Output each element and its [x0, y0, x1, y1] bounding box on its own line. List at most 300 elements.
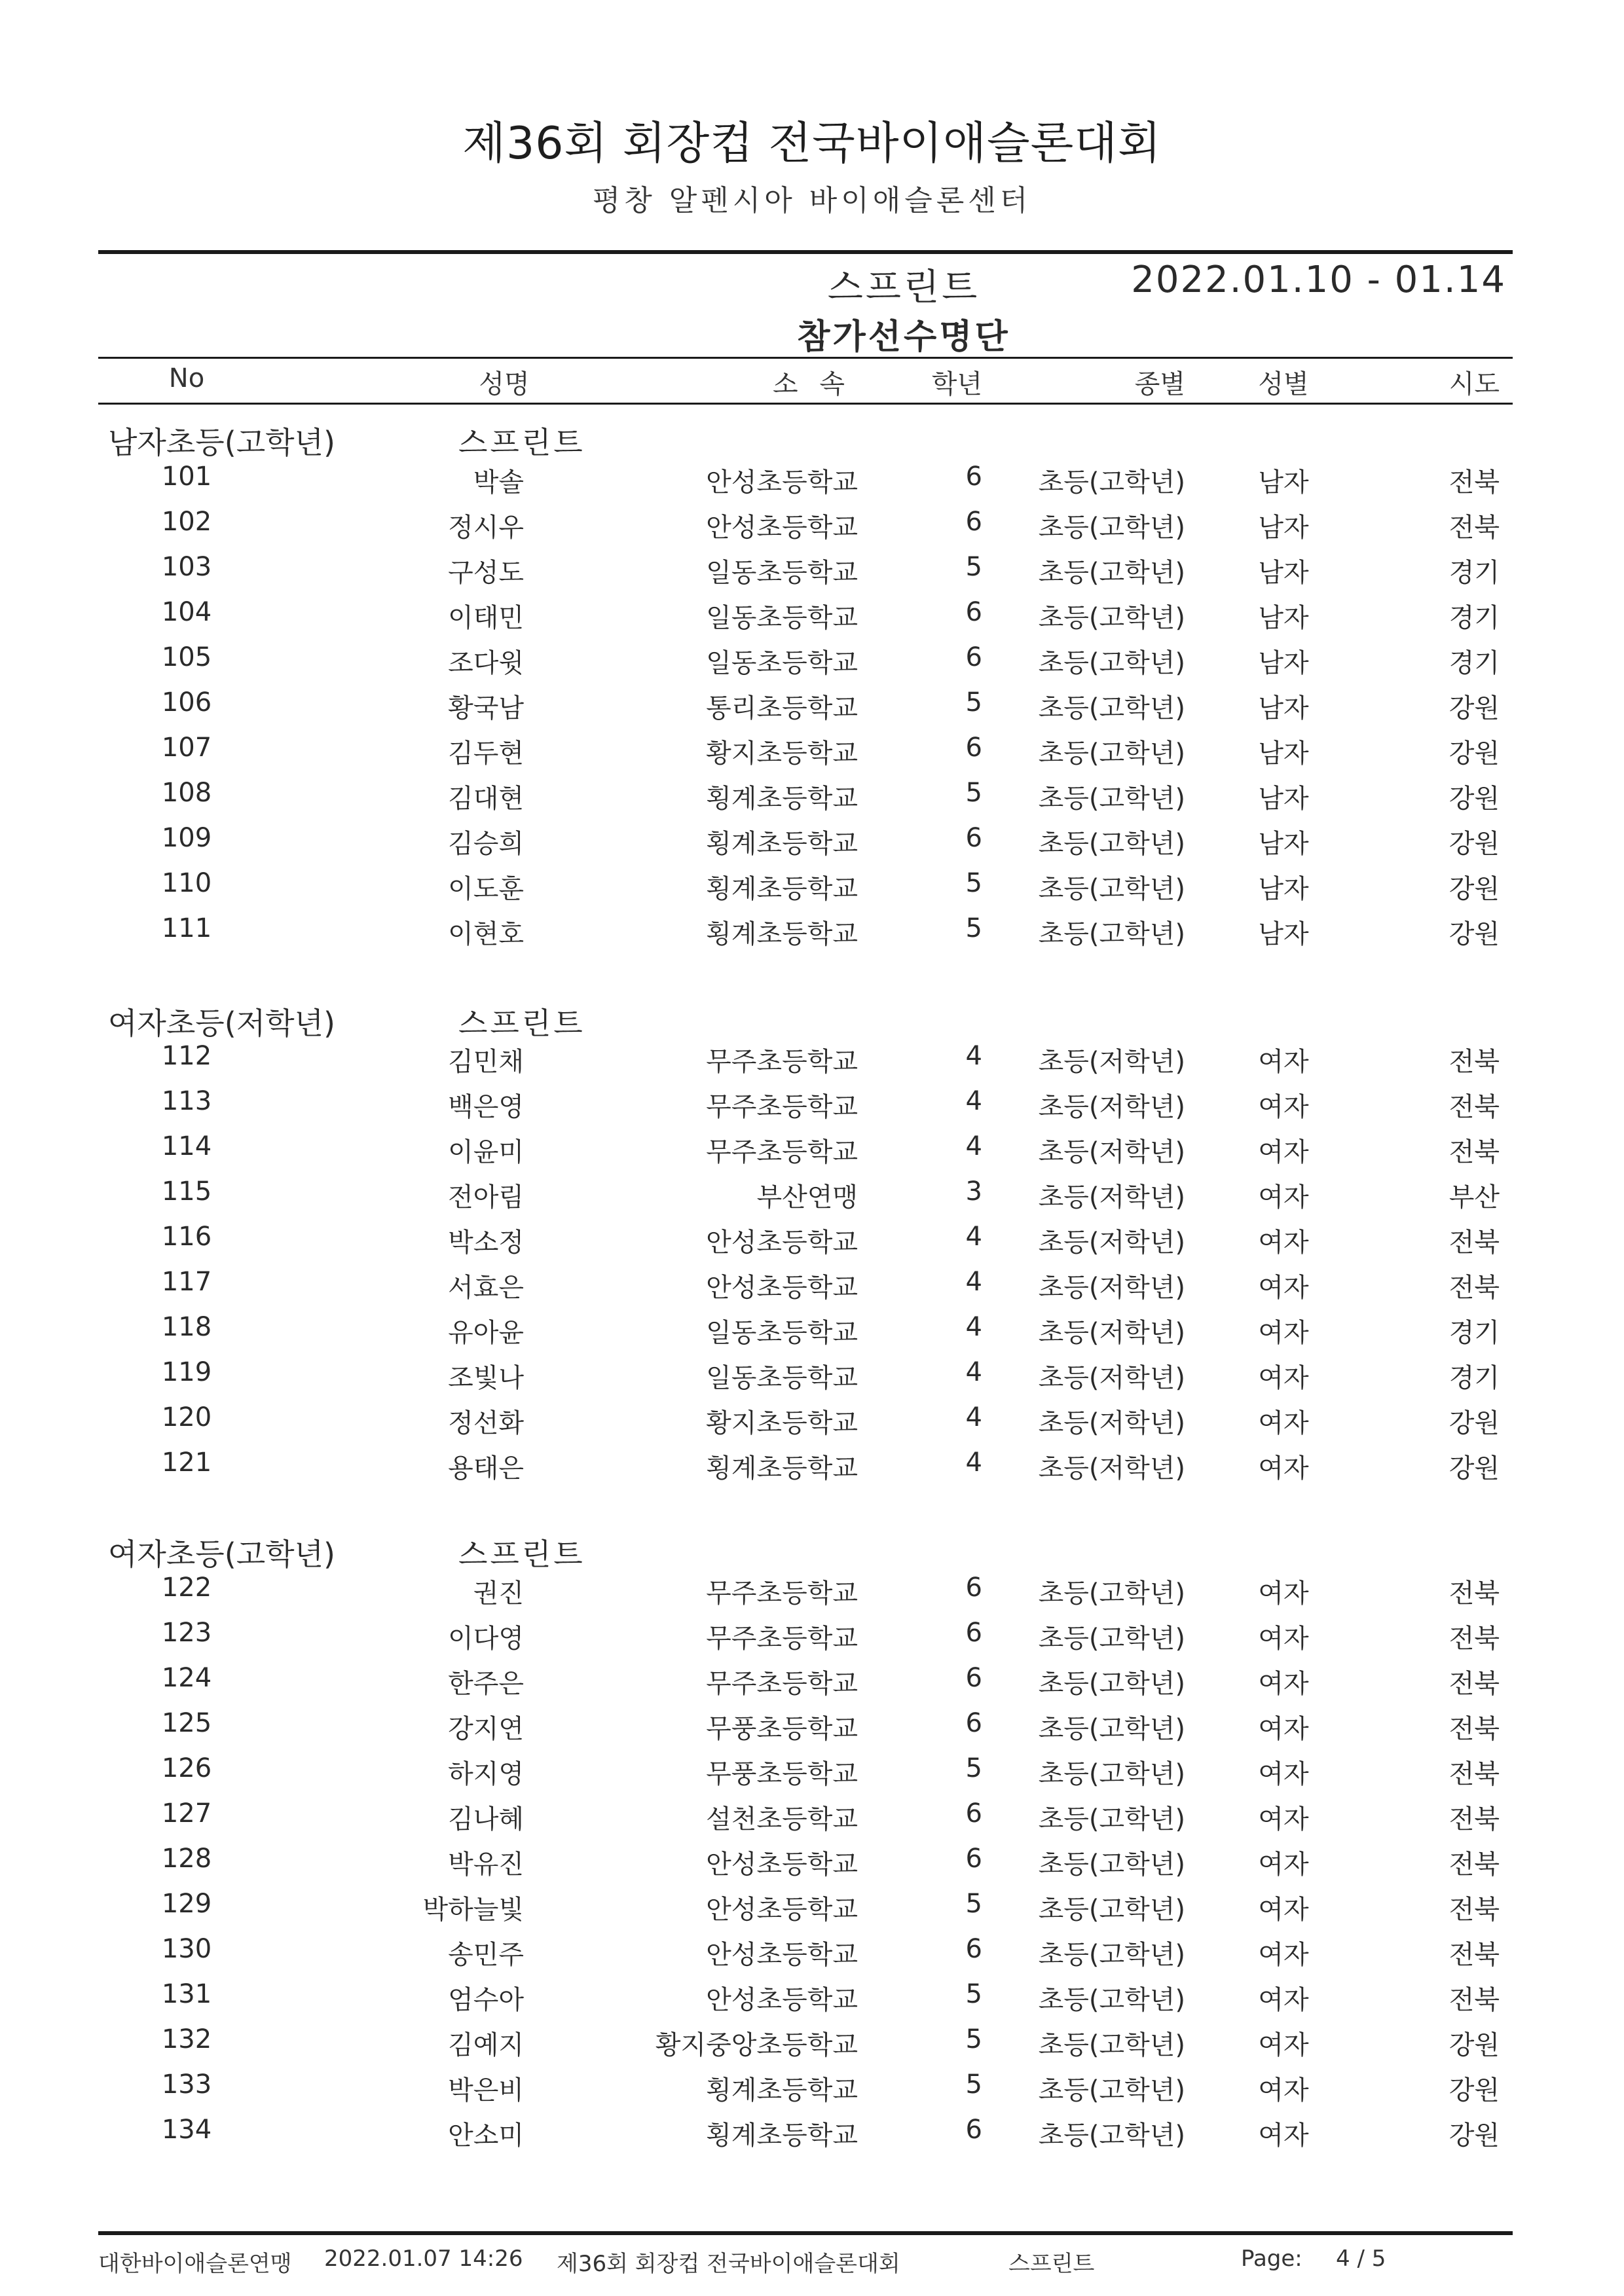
- athlete-region: 전북: [1449, 1759, 1500, 1789]
- athlete-affiliation: 무주초등학교: [706, 1092, 858, 1122]
- athlete-region: 강원: [1449, 2030, 1500, 2060]
- athlete-affiliation: 안성초등학교: [706, 1940, 858, 1970]
- table-row: [0, 507, 1624, 546]
- row-number: 123: [161, 1618, 212, 1648]
- row-number: 116: [161, 1222, 212, 1252]
- athlete-category: 초등(저학년): [1038, 1137, 1185, 1167]
- athlete-category: 초등(고학년): [1038, 829, 1185, 859]
- athlete-gender: 여자: [1258, 1408, 1309, 1438]
- athlete-category: 초등(고학년): [1038, 738, 1185, 769]
- athlete-category: 초등(고학년): [1038, 1624, 1185, 1654]
- athlete-affiliation: 안성초등학교: [706, 1273, 858, 1303]
- athlete-name: 강지연: [448, 1714, 524, 1744]
- group-category-label: 여자초등(고학년): [108, 1537, 335, 1572]
- table-row: [0, 1979, 1624, 2018]
- athlete-grade: 6: [965, 1844, 982, 1874]
- athlete-category: 초등(고학년): [1038, 467, 1185, 498]
- athlete-region: 전북: [1449, 1669, 1500, 1699]
- athlete-grade: 4: [965, 1357, 982, 1387]
- athlete-name: 이태민: [448, 603, 524, 633]
- athlete-affiliation: 안성초등학교: [706, 1985, 858, 2015]
- athlete-grade: 5: [965, 1889, 982, 1919]
- athlete-affiliation: 황지중앙초등학교: [655, 2030, 858, 2060]
- athlete-gender: 여자: [1258, 1804, 1309, 1834]
- row-number: 129: [161, 1889, 212, 1919]
- athlete-category: 초등(고학년): [1038, 513, 1185, 543]
- athlete-gender: 여자: [1258, 1850, 1309, 1880]
- athlete-gender: 남자: [1258, 467, 1309, 498]
- group-category-label: 여자초등(저학년): [108, 1006, 335, 1041]
- row-number: 114: [161, 1131, 212, 1161]
- athlete-grade: 5: [965, 1979, 982, 2009]
- athlete-name: 송민주: [448, 1940, 524, 1970]
- athlete-affiliation: 횡계초등학교: [706, 1453, 858, 1484]
- athlete-region: 경기: [1449, 603, 1500, 633]
- athlete-gender: 여자: [1258, 1092, 1309, 1122]
- row-number: 118: [161, 1312, 212, 1342]
- row-number: 128: [161, 1844, 212, 1874]
- athlete-name: 김대현: [448, 784, 524, 814]
- athlete-name: 조빛나: [448, 1363, 524, 1393]
- athlete-region: 경기: [1449, 648, 1500, 678]
- table-row: [0, 1041, 1624, 1080]
- row-number: 107: [161, 733, 212, 763]
- athlete-affiliation: 무풍초등학교: [706, 1759, 858, 1789]
- athlete-grade: 6: [965, 507, 982, 537]
- athlete-region: 전북: [1449, 513, 1500, 543]
- athlete-grade: 6: [965, 823, 982, 853]
- athlete-grade: 4: [965, 1312, 982, 1342]
- athlete-grade: 4: [965, 1222, 982, 1252]
- athlete-affiliation: 통리초등학교: [706, 693, 858, 723]
- athlete-name: 엄수아: [448, 1985, 524, 2015]
- athlete-name: 김예지: [448, 2030, 524, 2060]
- row-number: 132: [161, 2024, 212, 2054]
- athlete-affiliation: 일동초등학교: [706, 648, 858, 678]
- athlete-category: 초등(고학년): [1038, 2121, 1185, 2151]
- group-event-label: 스프린트: [458, 1537, 585, 1572]
- footer-event: 스프린트: [1008, 2251, 1095, 2277]
- row-number: 131: [161, 1979, 212, 2009]
- athlete-gender: 여자: [1258, 1985, 1309, 2015]
- athlete-name: 권진: [473, 1578, 524, 1609]
- athlete-gender: 남자: [1258, 603, 1309, 633]
- athlete-category: 초등(고학년): [1038, 874, 1185, 904]
- row-number: 106: [161, 687, 212, 718]
- athlete-category: 초등(저학년): [1038, 1273, 1185, 1303]
- athlete-gender: 여자: [1258, 1669, 1309, 1699]
- athlete-region: 강원: [1449, 784, 1500, 814]
- table-row: [0, 913, 1624, 953]
- athlete-category: 초등(저학년): [1038, 1453, 1185, 1484]
- athlete-name: 박소정: [448, 1228, 524, 1258]
- athlete-name: 이현호: [448, 919, 524, 949]
- document-title: 제36회 회장컵 전국바이애슬론대회: [462, 118, 1162, 170]
- athlete-region: 전북: [1449, 467, 1500, 498]
- athlete-affiliation: 안성초등학교: [706, 1228, 858, 1258]
- athlete-category: 초등(고학년): [1038, 1578, 1185, 1609]
- athlete-name: 김민채: [448, 1047, 524, 1077]
- table-row: [0, 597, 1624, 636]
- athlete-grade: 5: [965, 778, 982, 808]
- athlete-region: 경기: [1449, 558, 1500, 588]
- athlete-gender: 여자: [1258, 1759, 1309, 1789]
- athlete-affiliation: 횡계초등학교: [706, 2121, 858, 2151]
- table-row: [0, 1573, 1624, 1612]
- group-category-label: 남자초등(고학년): [108, 425, 335, 460]
- athlete-grade: 6: [965, 1663, 982, 1693]
- athlete-affiliation: 일동초등학교: [706, 558, 858, 588]
- row-number: 105: [161, 642, 212, 672]
- athlete-affiliation: 설천초등학교: [706, 1804, 858, 1834]
- athlete-region: 전북: [1449, 1804, 1500, 1834]
- table-row: [0, 687, 1624, 727]
- athlete-region: 전북: [1449, 1985, 1500, 2015]
- athlete-gender: 남자: [1258, 919, 1309, 949]
- athlete-affiliation: 안성초등학교: [706, 467, 858, 498]
- row-number: 101: [161, 462, 212, 492]
- athlete-category: 초등(고학년): [1038, 2030, 1185, 2060]
- athlete-gender: 여자: [1258, 1182, 1309, 1212]
- athlete-region: 전북: [1449, 1228, 1500, 1258]
- athlete-category: 초등(저학년): [1038, 1092, 1185, 1122]
- footer-page-label: Page:: [1241, 2246, 1302, 2272]
- athlete-region: 강원: [1449, 1408, 1500, 1438]
- athlete-category: 초등(고학년): [1038, 693, 1185, 723]
- athlete-name: 박솔: [473, 467, 524, 498]
- row-number: 108: [161, 778, 212, 808]
- table-row: [0, 552, 1624, 591]
- athlete-grade: 4: [965, 1131, 982, 1161]
- athlete-gender: 여자: [1258, 1047, 1309, 1077]
- athlete-name: 이윤미: [448, 1137, 524, 1167]
- athlete-name: 이다영: [448, 1624, 524, 1654]
- athlete-gender: 남자: [1258, 874, 1309, 904]
- row-number: 113: [161, 1086, 212, 1116]
- column-header-name: 성명: [479, 369, 530, 399]
- athlete-affiliation: 일동초등학교: [706, 1363, 858, 1393]
- athlete-region: 전북: [1449, 1940, 1500, 1970]
- footer-competition: 제36회 회장컵 전국바이애슬론대회: [557, 2251, 900, 2277]
- athlete-category: 초등(고학년): [1038, 784, 1185, 814]
- athlete-gender: 여자: [1258, 1318, 1309, 1348]
- table-row: [0, 733, 1624, 772]
- athlete-category: 초등(고학년): [1038, 603, 1185, 633]
- athlete-name: 구성도: [448, 558, 524, 588]
- row-number: 133: [161, 2069, 212, 2100]
- athlete-name: 서효은: [448, 1273, 524, 1303]
- athlete-affiliation: 황지초등학교: [706, 738, 858, 769]
- footer-org: 대한바이애슬론연맹: [98, 2251, 292, 2277]
- athlete-gender: 여자: [1258, 1624, 1309, 1654]
- athlete-grade: 6: [965, 642, 982, 672]
- row-number: 102: [161, 507, 212, 537]
- athlete-gender: 여자: [1258, 2030, 1309, 2060]
- athlete-grade: 5: [965, 2069, 982, 2100]
- athlete-gender: 남자: [1258, 738, 1309, 769]
- athlete-name: 유아윤: [448, 1318, 524, 1348]
- athlete-region: 전북: [1449, 1273, 1500, 1303]
- athlete-affiliation: 무풍초등학교: [706, 1714, 858, 1744]
- table-row: [0, 1844, 1624, 1883]
- athlete-grade: 6: [965, 1798, 982, 1829]
- athlete-grade: 5: [965, 552, 982, 582]
- athlete-name: 이도훈: [448, 874, 524, 904]
- header-top-rule: [98, 357, 1513, 359]
- athlete-region: 강원: [1449, 874, 1500, 904]
- athlete-grade: 6: [965, 1708, 982, 1738]
- group-event-label: 스프린트: [458, 425, 585, 460]
- athlete-region: 전북: [1449, 1895, 1500, 1925]
- athlete-gender: 여자: [1258, 2121, 1309, 2151]
- athlete-name: 황국남: [448, 693, 524, 723]
- athlete-grade: 4: [965, 1402, 982, 1432]
- athlete-gender: 여자: [1258, 2075, 1309, 2105]
- athlete-gender: 남자: [1258, 693, 1309, 723]
- athlete-category: 초등(고학년): [1038, 1804, 1185, 1834]
- athlete-name: 한주은: [448, 1669, 524, 1699]
- table-row: [0, 1798, 1624, 1838]
- athlete-affiliation: 횡계초등학교: [706, 919, 858, 949]
- athlete-name: 백은영: [448, 1092, 524, 1122]
- header-bottom-rule: [98, 403, 1513, 405]
- athlete-name: 박하늘빛: [422, 1895, 524, 1925]
- athlete-region: 부산: [1449, 1182, 1500, 1212]
- athlete-category: 초등(저학년): [1038, 1228, 1185, 1258]
- athlete-gender: 남자: [1258, 784, 1309, 814]
- athlete-affiliation: 무주초등학교: [706, 1624, 858, 1654]
- athlete-name: 김두현: [448, 738, 524, 769]
- athlete-affiliation: 무주초등학교: [706, 1669, 858, 1699]
- group-event-label: 스프린트: [458, 1006, 585, 1041]
- athlete-name: 안소미: [448, 2121, 524, 2151]
- athlete-affiliation: 횡계초등학교: [706, 784, 858, 814]
- table-row: [0, 868, 1624, 907]
- athlete-category: 초등(고학년): [1038, 1985, 1185, 2015]
- athlete-region: 강원: [1449, 1453, 1500, 1484]
- table-row: [0, 642, 1624, 682]
- athlete-gender: 여자: [1258, 1453, 1309, 1484]
- athlete-region: 전북: [1449, 1092, 1500, 1122]
- athlete-region: 전북: [1449, 1714, 1500, 1744]
- row-number: 119: [161, 1357, 212, 1387]
- athlete-affiliation: 안성초등학교: [706, 1850, 858, 1880]
- row-number: 134: [161, 2115, 212, 2145]
- athlete-grade: 6: [965, 1934, 982, 1964]
- table-row: [0, 1448, 1624, 1487]
- athlete-affiliation: 부산연맹: [756, 1182, 858, 1212]
- table-row: [0, 823, 1624, 862]
- athlete-affiliation: 안성초등학교: [706, 513, 858, 543]
- athlete-affiliation: 무주초등학교: [706, 1578, 858, 1609]
- athlete-region: 강원: [1449, 2075, 1500, 2105]
- athlete-gender: 남자: [1258, 513, 1309, 543]
- table-row: [0, 1086, 1624, 1125]
- row-number: 122: [161, 1573, 212, 1603]
- table-row: [0, 1176, 1624, 1216]
- row-number: 124: [161, 1663, 212, 1693]
- athlete-name: 용태은: [448, 1453, 524, 1484]
- athlete-region: 경기: [1449, 1318, 1500, 1348]
- athlete-region: 전북: [1449, 1578, 1500, 1609]
- athlete-region: 전북: [1449, 1047, 1500, 1077]
- athlete-category: 초등(고학년): [1038, 1759, 1185, 1789]
- athlete-category: 초등(고학년): [1038, 1714, 1185, 1744]
- athlete-gender: 여자: [1258, 1363, 1309, 1393]
- athlete-name: 하지영: [448, 1759, 524, 1789]
- athlete-category: 초등(고학년): [1038, 919, 1185, 949]
- athlete-affiliation: 횡계초등학교: [706, 874, 858, 904]
- table-row: [0, 2115, 1624, 2154]
- athlete-grade: 6: [965, 2115, 982, 2145]
- athlete-category: 초등(고학년): [1038, 558, 1185, 588]
- table-row: [0, 1753, 1624, 1793]
- footer-printed-datetime: 2022.01.07 14:26: [324, 2246, 523, 2272]
- event-name: 스프린트: [827, 266, 980, 309]
- table-row: [0, 1222, 1624, 1261]
- column-header-no: No: [168, 363, 205, 393]
- row-number: 126: [161, 1753, 212, 1783]
- row-number: 130: [161, 1934, 212, 1964]
- athlete-affiliation: 일동초등학교: [706, 1318, 858, 1348]
- athlete-region: 강원: [1449, 829, 1500, 859]
- athlete-name: 정시우: [448, 513, 524, 543]
- row-number: 111: [161, 913, 212, 943]
- table-row: [0, 1402, 1624, 1442]
- athlete-affiliation: 무주초등학교: [706, 1137, 858, 1167]
- table-row: [0, 1708, 1624, 1747]
- athlete-gender: 남자: [1258, 648, 1309, 678]
- row-number: 125: [161, 1708, 212, 1738]
- athlete-gender: 남자: [1258, 829, 1309, 859]
- row-number: 120: [161, 1402, 212, 1432]
- column-header-category: 종별: [1134, 369, 1185, 399]
- athlete-category: 초등(저학년): [1038, 1182, 1185, 1212]
- athlete-grade: 6: [965, 733, 982, 763]
- athlete-region: 강원: [1449, 2121, 1500, 2151]
- table-row: [0, 1312, 1624, 1351]
- table-row: [0, 1618, 1624, 1657]
- athlete-region: 경기: [1449, 1363, 1500, 1393]
- athlete-name: 김나혜: [448, 1804, 524, 1834]
- table-row: [0, 1663, 1624, 1702]
- table-row: [0, 1131, 1624, 1171]
- athlete-grade: 5: [965, 913, 982, 943]
- athlete-name: 전아림: [448, 1182, 524, 1212]
- athlete-region: 강원: [1449, 919, 1500, 949]
- athlete-category: 초등(고학년): [1038, 2075, 1185, 2105]
- athlete-region: 전북: [1449, 1137, 1500, 1167]
- athlete-region: 전북: [1449, 1624, 1500, 1654]
- row-number: 104: [161, 597, 212, 627]
- athlete-gender: 여자: [1258, 1578, 1309, 1609]
- athlete-category: 초등(저학년): [1038, 1318, 1185, 1348]
- athlete-grade: 3: [965, 1176, 982, 1207]
- athlete-region: 강원: [1449, 693, 1500, 723]
- athlete-gender: 남자: [1258, 558, 1309, 588]
- athlete-region: 전북: [1449, 1850, 1500, 1880]
- athlete-name: 정선화: [448, 1408, 524, 1438]
- athlete-category: 초등(고학년): [1038, 648, 1185, 678]
- athlete-gender: 여자: [1258, 1273, 1309, 1303]
- list-title: 참가선수명단: [797, 318, 1010, 357]
- athlete-name: 김승희: [448, 829, 524, 859]
- row-number: 103: [161, 552, 212, 582]
- row-number: 127: [161, 1798, 212, 1829]
- row-number: 110: [161, 868, 212, 898]
- athlete-grade: 6: [965, 1573, 982, 1603]
- athlete-name: 박유진: [448, 1850, 524, 1880]
- athlete-grade: 6: [965, 462, 982, 492]
- athlete-category: 초등(고학년): [1038, 1895, 1185, 1925]
- footer-rule: [98, 2231, 1513, 2235]
- athlete-grade: 4: [965, 1086, 982, 1116]
- athlete-grade: 5: [965, 1753, 982, 1783]
- column-header-grade: 학년: [931, 369, 982, 399]
- athlete-affiliation: 안성초등학교: [706, 1895, 858, 1925]
- athlete-region: 강원: [1449, 738, 1500, 769]
- athlete-grade: 4: [965, 1267, 982, 1297]
- row-number: 109: [161, 823, 212, 853]
- athlete-name: 조다윗: [448, 648, 524, 678]
- athlete-grade: 6: [965, 1618, 982, 1648]
- table-row: [0, 462, 1624, 501]
- table-row: [0, 1889, 1624, 1928]
- athlete-grade: 5: [965, 2024, 982, 2054]
- row-number: 115: [161, 1176, 212, 1207]
- athlete-gender: 여자: [1258, 1228, 1309, 1258]
- athlete-grade: 5: [965, 687, 982, 718]
- table-row: [0, 1267, 1624, 1306]
- athlete-affiliation: 무주초등학교: [706, 1047, 858, 1077]
- athlete-category: 초등(고학년): [1038, 1850, 1185, 1880]
- athlete-affiliation: 횡계초등학교: [706, 829, 858, 859]
- athlete-gender: 여자: [1258, 1940, 1309, 1970]
- athlete-category: 초등(고학년): [1038, 1669, 1185, 1699]
- athlete-affiliation: 일동초등학교: [706, 603, 858, 633]
- table-row: [0, 778, 1624, 817]
- table-row: [0, 1357, 1624, 1396]
- athlete-gender: 여자: [1258, 1137, 1309, 1167]
- athlete-grade: 4: [965, 1448, 982, 1478]
- table-row: [0, 2069, 1624, 2109]
- row-number: 112: [161, 1041, 212, 1071]
- top-rule: [98, 250, 1513, 254]
- table-row: [0, 1934, 1624, 1973]
- athlete-gender: 여자: [1258, 1895, 1309, 1925]
- athlete-grade: 4: [965, 1041, 982, 1071]
- column-header-region: 시도: [1449, 369, 1500, 399]
- venue-subtitle: 평창 알펜시아 바이애슬론센터: [592, 184, 1032, 217]
- athlete-category: 초등(고학년): [1038, 1940, 1185, 1970]
- athlete-grade: 6: [965, 597, 982, 627]
- athlete-category: 초등(저학년): [1038, 1363, 1185, 1393]
- column-header-school: 소 속: [773, 369, 851, 399]
- athlete-category: 초등(저학년): [1038, 1047, 1185, 1077]
- footer-page-number: 4 / 5: [1336, 2246, 1386, 2272]
- row-number: 117: [161, 1267, 212, 1297]
- athlete-affiliation: 황지초등학교: [706, 1408, 858, 1438]
- athlete-name: 박은비: [448, 2075, 524, 2105]
- table-row: [0, 2024, 1624, 2064]
- athlete-gender: 여자: [1258, 1714, 1309, 1744]
- athlete-grade: 5: [965, 868, 982, 898]
- athlete-affiliation: 횡계초등학교: [706, 2075, 858, 2105]
- row-number: 121: [161, 1448, 212, 1478]
- athlete-category: 초등(저학년): [1038, 1408, 1185, 1438]
- column-header-gender: 성별: [1258, 369, 1309, 399]
- date-range: 2022.01.10 - 01.14: [1131, 259, 1506, 301]
